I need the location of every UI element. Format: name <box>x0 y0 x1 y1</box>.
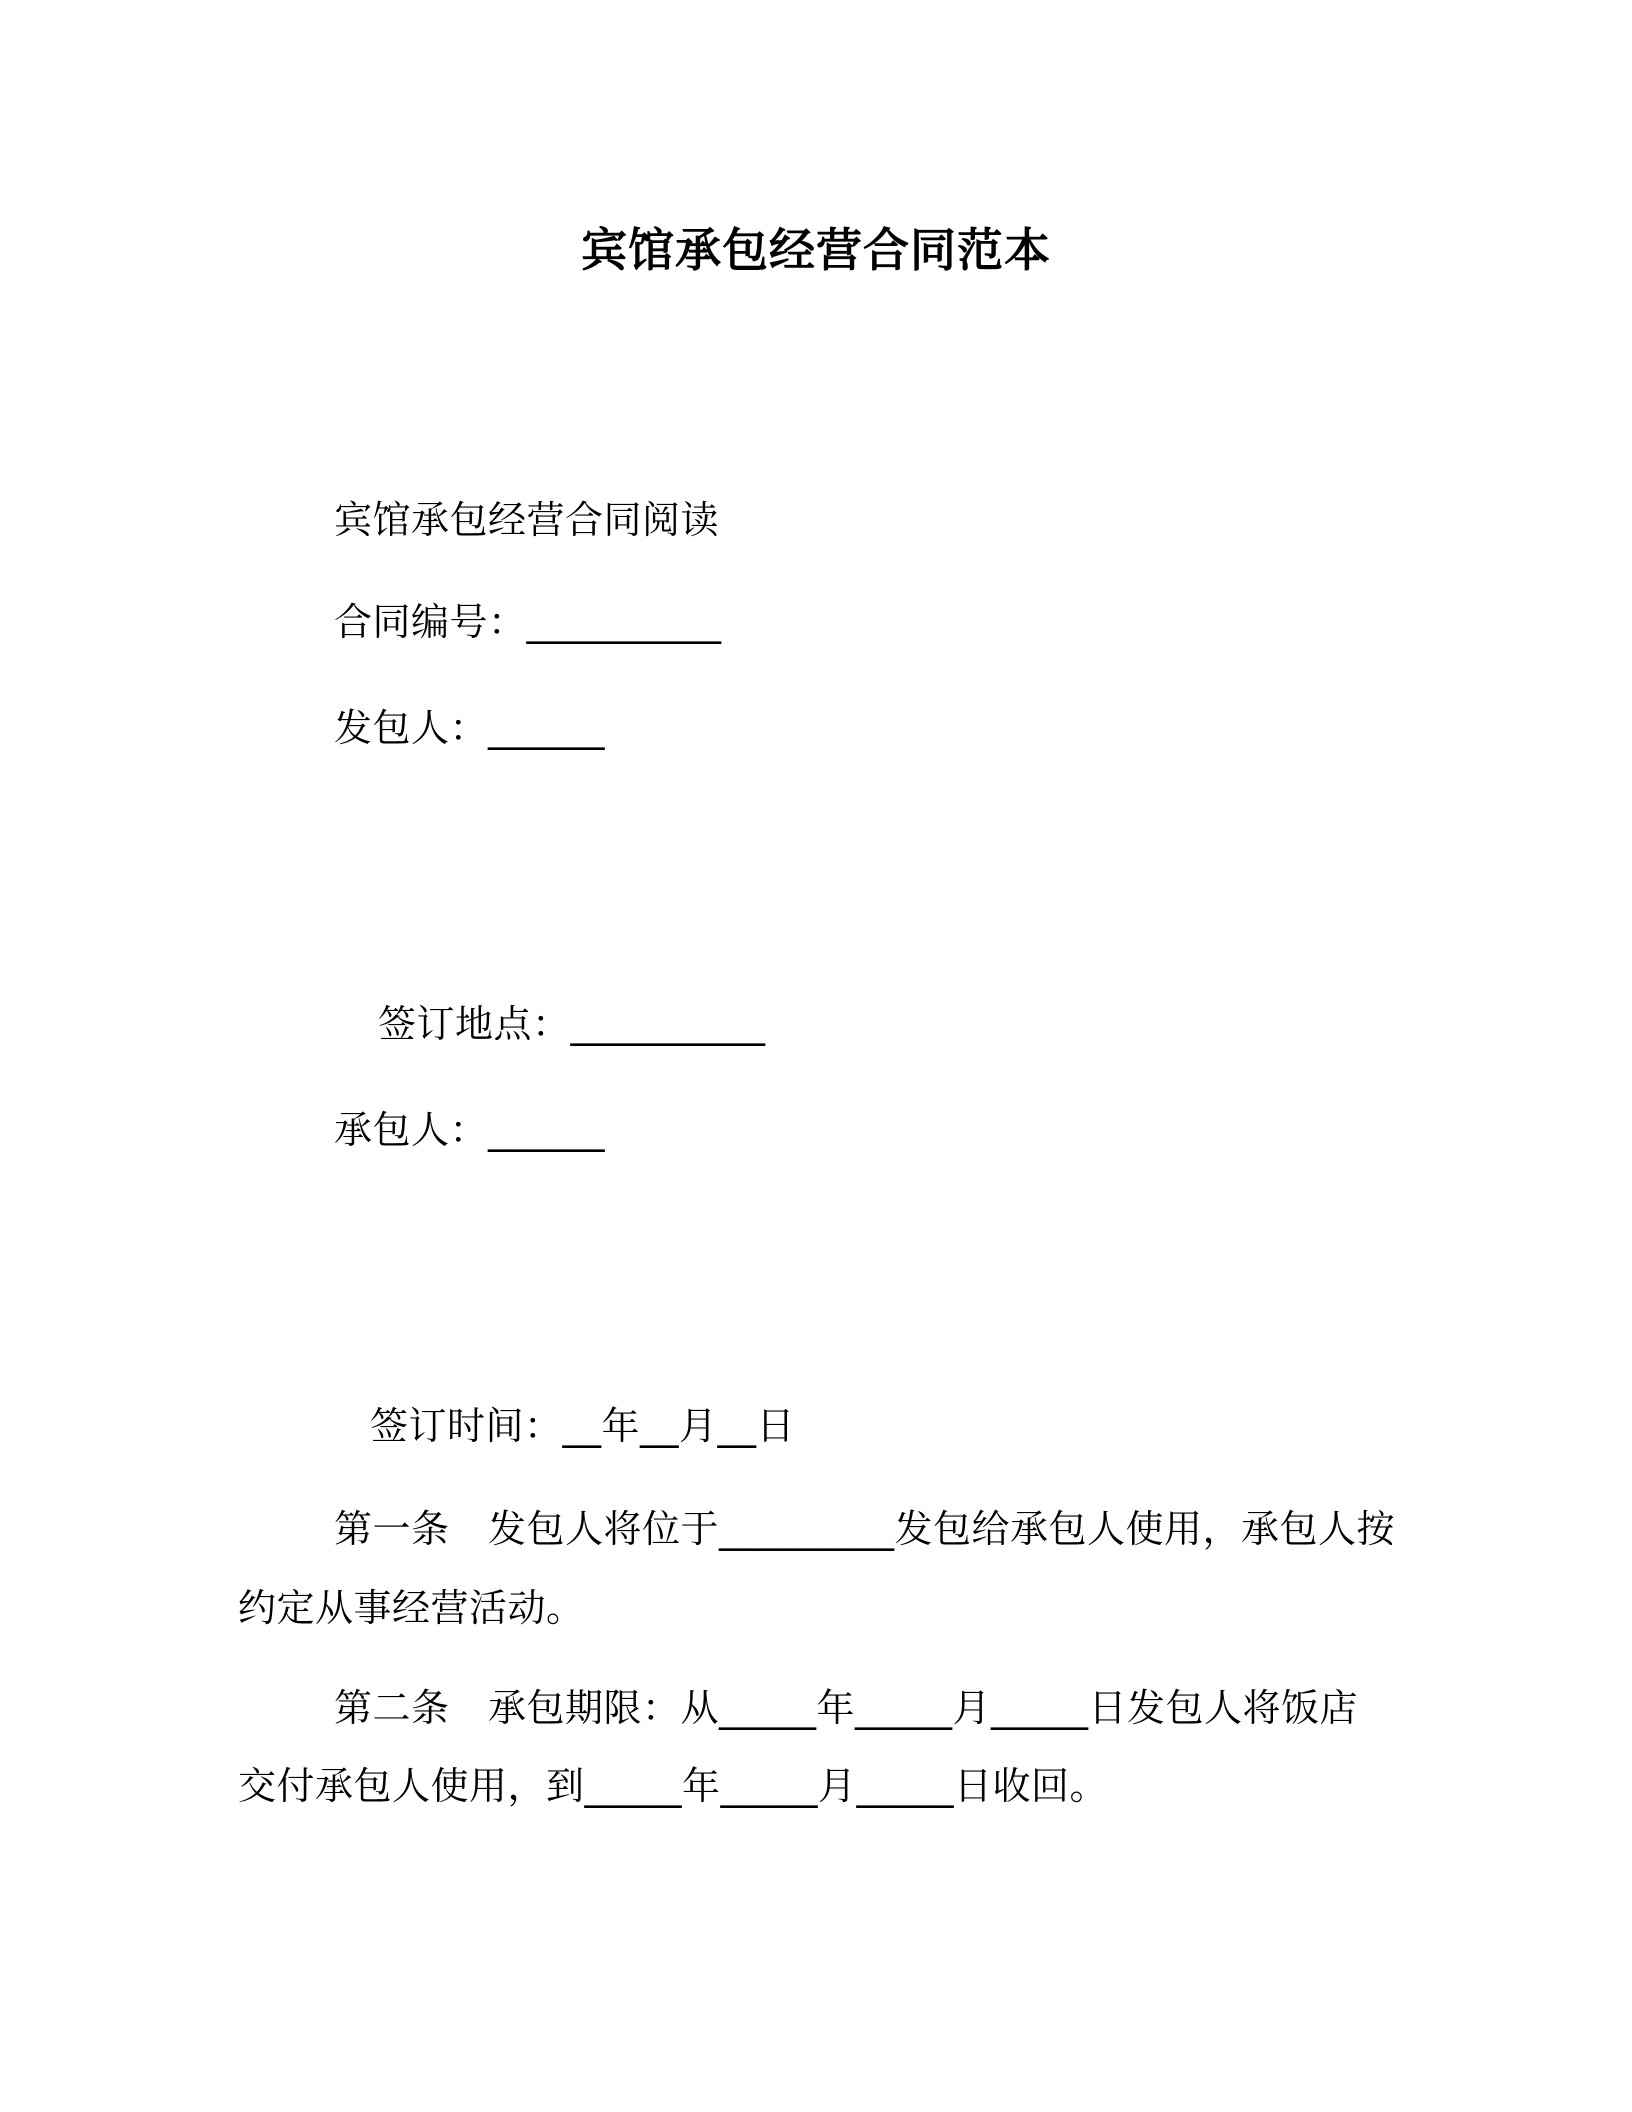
contractor-field: 承包人：______ <box>334 1108 606 1152</box>
article-1-line-2: 约定从事经营活动。 <box>238 1586 585 1630</box>
contract-number-field: 合同编号：__________ <box>334 600 722 644</box>
document-title: 宾馆承包经营合同范本 <box>581 223 1051 277</box>
document-subtitle: 宾馆承包经营合同阅读 <box>334 498 720 542</box>
article-2-line-1: 第二条 承包期限：从_____年_____月_____日发包人将饭店 <box>334 1686 1359 1730</box>
signing-place-field: 签订地点：__________ <box>378 1002 766 1046</box>
article-1-line-1: 第一条 发包人将位于_________发包给承包人使用，承包人按 <box>334 1507 1396 1551</box>
article-2-line-2: 交付承包人使用，到_____年_____月_____日收回。 <box>238 1764 1109 1808</box>
signing-time-field: 签订时间：__年__月__日 <box>370 1404 796 1448</box>
issuer-field: 发包人：______ <box>334 706 606 750</box>
